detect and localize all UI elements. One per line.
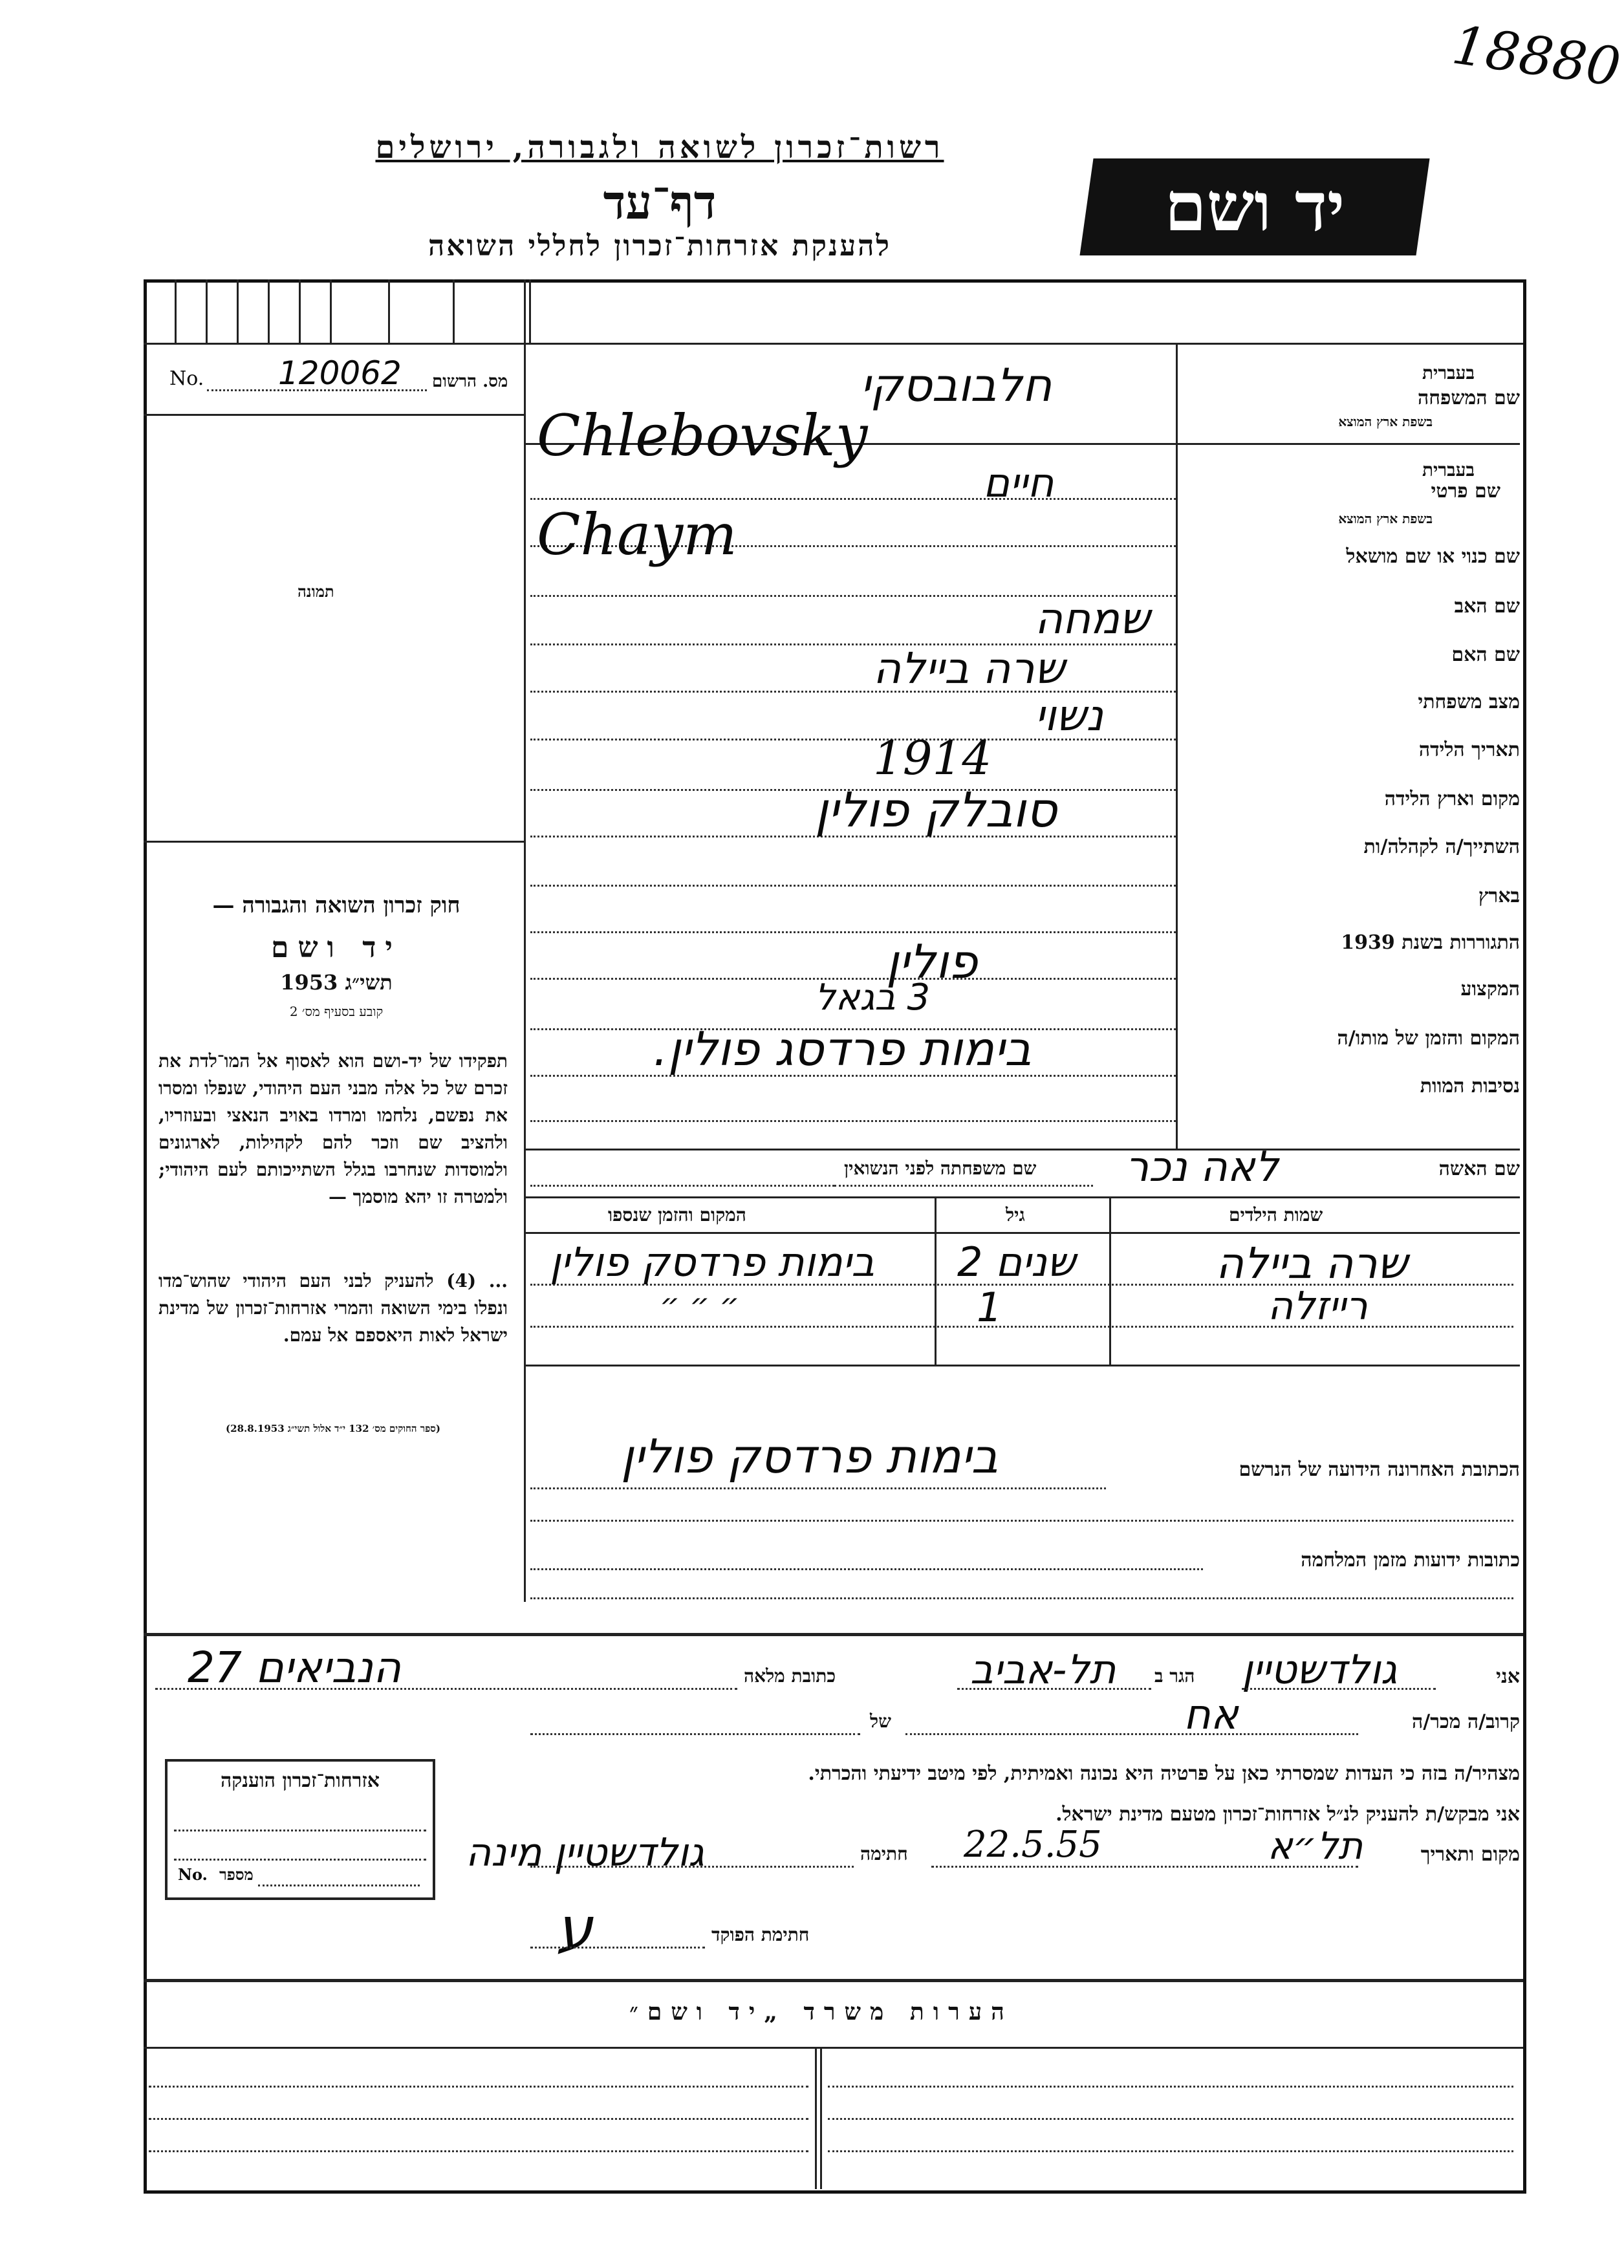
citizenship-box [165, 1759, 435, 1900]
label-marital: מצב משפחתי [1418, 691, 1520, 713]
law-clause: קובע בסעיף מס׳ 2 [289, 1004, 384, 1019]
form-frame [144, 279, 1526, 2194]
label-origin-lang-2: בשפת ארץ המוצא [1338, 511, 1433, 526]
label-birthplace: מקום וארץ הלידה [1384, 788, 1520, 810]
law-text-2: ... (4) להעניק לבני העם היהודי שהוש־מדו ונפלו בימי השואה והמרי אזרחות־זכרון של מדינת ישראל לאות היאספם אל עמם. [158, 1270, 508, 1346]
law-text-1: תפקידו של יד-ושם הוא לאסוף אל המו־לדת את זכרם של כל אלה מבני העם היהודי, שנפלו ומסרו את נפשם, נלחמו ומרדו באויב הנאצי ובעוזריו, ולהציב שם וזכר להם לקהילות, לארגונים ולמוסדות שנחרבו בגלל השתייכותם לעם היהודי; ולמטרה זו יהא מוסמך — [158, 1050, 508, 1207]
office-notes-title: הערות משרד „יד ושם״ [629, 1998, 1013, 2025]
declarant-city: תל-אביב [970, 1646, 1116, 1693]
signature-value: גולדשטיין מינה [466, 1830, 704, 1875]
no-label: No. [169, 367, 204, 390]
profession-value: 3 בגאל [815, 977, 931, 1019]
label-of: של [870, 1711, 891, 1732]
label-signature: חתימה [860, 1843, 908, 1864]
label-death-place-time: המקום והזמן של מותו/ה [1337, 1027, 1520, 1050]
label-i-am: אני [1496, 1665, 1520, 1688]
child-1-age: שנים 2 [957, 1238, 1076, 1286]
label-official-signature: חתימת הפוקד [711, 1924, 810, 1945]
label-full-address: כתובת מלאה [744, 1665, 836, 1687]
child-2-age: 1 [977, 1284, 1002, 1331]
firstname-hebrew: חיים [983, 459, 1054, 506]
label-birthdate: תאריך הלידה [1418, 739, 1520, 761]
citizenship-box-title: אזרחות־זכרון הוענקה [220, 1769, 380, 1792]
label-relative: קרוב/ה מכר/ה [1412, 1711, 1520, 1733]
birthplace-value: סובלק פולין [815, 783, 1057, 838]
child-2-name: רייזלה [1268, 1284, 1368, 1329]
official-mark: ע [556, 1895, 593, 1963]
label-father: שם האב [1454, 595, 1520, 618]
registration-number: 120062 [278, 354, 402, 392]
place-value: תל״א [1268, 1824, 1363, 1868]
label-origin-lang-1: בשפת ארץ המוצא [1338, 414, 1433, 429]
label-nickname: שם כנוי או שם מושאל [1346, 545, 1520, 568]
label-wartime-addresses: כתובות ידועות מזמן המלחמה [1301, 1549, 1520, 1571]
law-name: יד ושם [271, 931, 402, 964]
surname-hebrew: חלבובסקי [860, 359, 1052, 412]
death-place-value: בימות פרדסג פולין. [653, 1022, 1032, 1076]
law-year: תשי״ג 1953 [280, 970, 393, 995]
form-subtitle: להענקת אזרחות־זכרון לחללי השואה [428, 230, 891, 263]
law-title: חוק זכרון השואה והגבורה — [212, 892, 460, 918]
declarant-address: הנביאים 27 [188, 1643, 402, 1692]
firstname-latin: Chaym [537, 501, 737, 568]
label-in-country: בארץ [1478, 885, 1520, 907]
authority-title: רשות־זכרון לשואה ולגבורה, ירושלים [375, 129, 944, 166]
father-value: שמחה [1035, 594, 1150, 643]
label-wife-maiden: שם משפחתה לפני הנשואין [844, 1158, 1037, 1179]
declarant-name: גולדשטיין [1242, 1646, 1398, 1693]
label-children-names: שמות הילדים [1229, 1204, 1323, 1226]
label-firstname: שם פרטי [1431, 480, 1500, 502]
relation-value: אח [1184, 1691, 1239, 1739]
residence-1939-value: פולין [886, 934, 978, 989]
label-age: גיל [1006, 1204, 1025, 1226]
label-profession: המקצוע [1460, 978, 1520, 1000]
citizenship-box-number-label: מספר [219, 1865, 254, 1884]
registration-label: מס. הרשום [432, 372, 508, 391]
archive-number: 18880 [1448, 14, 1624, 99]
last-address-value: בימות פרדסק פולין [621, 1429, 999, 1484]
label-wife-name: שם האשה [1438, 1158, 1520, 1180]
label-community: השתייך/ה לקהלה/ות [1363, 836, 1520, 858]
wife-name-value: לאה נכר [1125, 1143, 1279, 1191]
label-hebrew-2: בעברית [1422, 459, 1475, 481]
citizenship-box-no: No. [178, 1865, 208, 1884]
label-surname: שם המשפחה [1417, 387, 1520, 409]
label-hebrew-1: בעברית [1422, 362, 1475, 383]
date-value: 22.5.55 [964, 1824, 1102, 1866]
request-text: אני מבקש/ת להעניק לנ״ל אזרחות־זכרון מטעם מדינת ישראל. [1056, 1803, 1520, 1826]
mother-value: שרה ביילה [873, 643, 1065, 693]
declaration-text: מצהיר/ה בזה כי העדות שמסרתי כאן על פרטיה היא נכונה ואמיתית, לפי מיטב ידיעתי והכרתי. [808, 1762, 1520, 1785]
marital-value: נשוי [1035, 691, 1103, 740]
label-place-date: מקום ותאריך [1420, 1843, 1520, 1866]
logo-text: יד ושם [1164, 167, 1345, 246]
label-resident-of: הגר ב [1154, 1665, 1195, 1687]
label-place-time-perished: המקום והזמן שנספו [608, 1204, 746, 1226]
label-residence-1939: התגוררות בשנת 1939 [1341, 931, 1520, 954]
form-title: דף־עד [603, 175, 717, 230]
law-footnote: (ספר החוקים מס׳ 132 י״ד אלול תשי״ג 28.8.1953) [226, 1423, 440, 1434]
child-2-place: ״ ״ ״ [660, 1287, 740, 1323]
label-mother: שם האם [1451, 643, 1520, 666]
yad-vashem-logo [1079, 158, 1429, 255]
label-last-address: הכתובת האחרונה הידועה של הנרשם [1239, 1458, 1520, 1481]
photo-label: תמונה [298, 582, 334, 601]
child-1-name: שרה ביילה [1216, 1238, 1408, 1288]
child-1-place: בימות פרדסק פולין [550, 1238, 875, 1286]
surname-latin: Chlebovsky [537, 402, 868, 469]
label-death-circumstances: נסיבות המוות [1420, 1075, 1520, 1097]
birthdate-value: 1914 [873, 731, 992, 785]
